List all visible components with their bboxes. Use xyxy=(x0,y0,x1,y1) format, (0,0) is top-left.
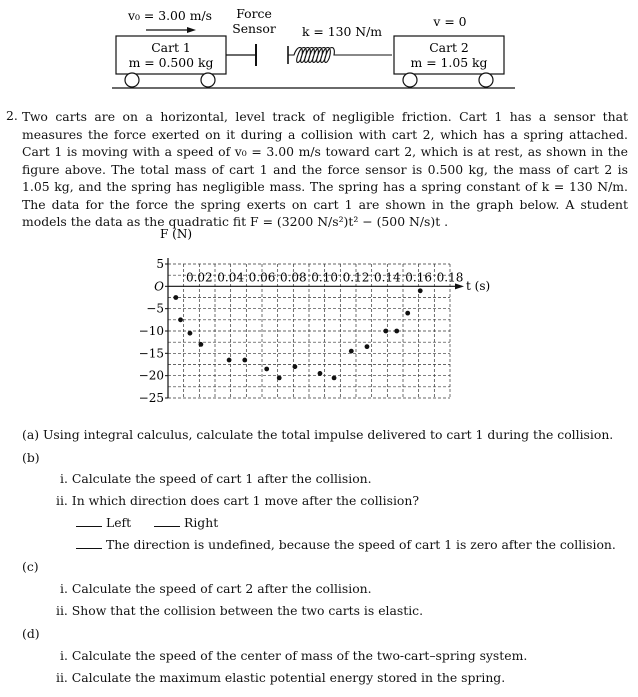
cart-1-wheel-right xyxy=(201,73,215,87)
part-b-label: (b) xyxy=(22,450,40,465)
part-c-ii: ii. Show that the collision between the two carts is elastic. xyxy=(56,603,424,618)
option-undefined-label: The direction is undefined, because the speed of cart 1 is zero after the collision. xyxy=(106,537,616,552)
part-c-label: (c) xyxy=(22,559,39,574)
cart-2-wheel-left xyxy=(403,73,417,87)
option-right-label: Right xyxy=(184,515,219,530)
option-undefined[interactable] xyxy=(76,537,616,552)
option-left[interactable] xyxy=(76,515,131,530)
y-tick-label: −20 xyxy=(138,368,164,383)
data-point xyxy=(394,329,399,334)
part-b-ii: ii. In which direction does cart 1 move after the collision? xyxy=(56,493,419,508)
x-tick-label: 0.04 xyxy=(217,270,245,285)
data-point xyxy=(242,358,247,363)
x-tick-label: 0.02 xyxy=(185,270,213,285)
y-tick-label: −5 xyxy=(146,301,164,316)
option-left-blank[interactable] xyxy=(76,516,102,527)
data-point xyxy=(418,288,423,293)
option-undefined-blank[interactable] xyxy=(76,538,102,549)
spring-coil xyxy=(288,48,392,63)
v-label: v = 0 xyxy=(433,14,467,29)
y-tick-label: O xyxy=(154,279,164,294)
force-sensor-label-1: Force xyxy=(236,6,272,21)
data-point xyxy=(178,317,183,322)
part-c-i: i. Calculate the speed of cart 2 after the collision. xyxy=(60,581,372,596)
data-point xyxy=(199,342,204,347)
data-point xyxy=(365,344,370,349)
option-right[interactable] xyxy=(154,515,218,530)
option-right-blank[interactable] xyxy=(154,516,180,527)
y-tick-label: −10 xyxy=(138,324,164,338)
cart-2-wheel-right xyxy=(479,73,493,87)
data-point xyxy=(405,311,410,316)
data-points xyxy=(173,288,422,380)
x-tick-label: 0.18 xyxy=(436,270,464,285)
part-d-ii: ii. Calculate the maximum elastic potential energy stored in the spring. xyxy=(56,670,506,685)
y-tick-label: −25 xyxy=(138,391,164,405)
y-axis-label: F (N) xyxy=(160,227,193,241)
v0-label: v₀ = 3.00 m/s xyxy=(127,8,213,23)
data-point xyxy=(383,329,388,334)
data-point xyxy=(349,349,354,354)
part-d-label: (d) xyxy=(22,626,40,641)
force-time-graph xyxy=(0,222,638,417)
x-tick-label: 0.14 xyxy=(373,270,401,285)
data-point xyxy=(173,295,178,300)
cart-1-wheel-left xyxy=(125,73,139,87)
x-tick-label: 0.08 xyxy=(279,270,307,285)
x-tick-label: 0.10 xyxy=(311,270,339,285)
cart-1-mass: m = 0.500 kg xyxy=(128,55,214,70)
x-tick-label: 0.16 xyxy=(405,270,433,285)
data-point xyxy=(227,358,232,363)
part-b-i: i. Calculate the speed of cart 1 after the collision. xyxy=(60,471,372,486)
problem-number: 2. xyxy=(6,108,18,123)
problem-text: Two carts are on a horizontal, level track of negligible friction. Cart 1 has a sensor that measures the force exerted on it during a collision with cart 2, which has a spring attached. Cart 1 is moving with a speed of v₀ = 3.00 m/s toward cart 2, which is at rest, as shown in the figure above. The total mass of cart 1 and the force sensor is 0.500 kg, the mass of cart 2 is 1.05 kg, and the spring has negligible mass. The spring has a spring constant of k = 130 N/m. The data for the force the spring exerts on cart 1 are shown in the graph below. A student models the data as the quadratic fit F = (3200 N/s²)t² − (500 N/s)t . xyxy=(22,109,628,229)
data-point xyxy=(264,367,269,372)
option-left-label: Left xyxy=(106,515,132,530)
arrow-head-icon xyxy=(187,27,196,33)
force-sensor-label-2: Sensor xyxy=(232,21,276,36)
data-point xyxy=(332,376,337,381)
x-tick-label: 0.12 xyxy=(342,270,370,285)
y-tick-label: −15 xyxy=(138,346,164,361)
data-point xyxy=(277,376,282,381)
carts-figure xyxy=(0,0,638,100)
x-axis-label: t (s) xyxy=(466,279,491,293)
cart-2-name: Cart 2 xyxy=(429,40,469,55)
part-d-i: i. Calculate the speed of the center of mass of the two-cart–spring system. xyxy=(60,648,528,663)
data-point xyxy=(293,364,298,369)
y-tick-label: 5 xyxy=(156,257,164,271)
x-tick-label: 0.06 xyxy=(248,270,276,285)
cart-1-name: Cart 1 xyxy=(151,40,191,55)
part-a: (a) Using integral calculus, calculate the total impulse delivered to cart 1 during the collision. xyxy=(22,427,614,442)
data-point xyxy=(318,371,323,376)
spring-label: k = 130 N/m xyxy=(301,24,383,39)
data-point xyxy=(188,331,193,336)
cart-2-mass: m = 1.05 kg xyxy=(410,55,488,70)
